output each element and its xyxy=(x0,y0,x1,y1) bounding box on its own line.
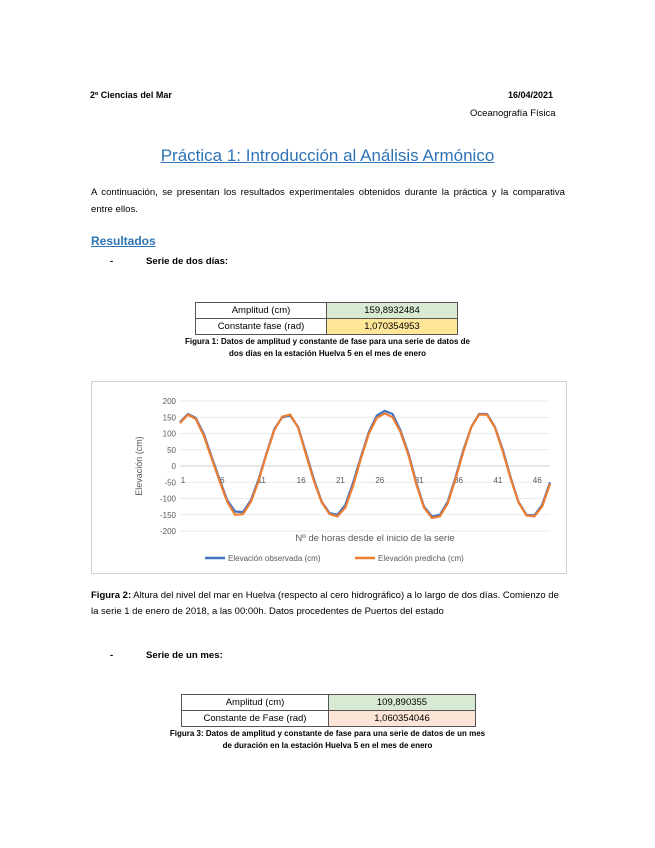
y-tick-label: -150 xyxy=(159,510,176,520)
y-tick-label: 0 xyxy=(171,462,176,471)
figure-3-caption xyxy=(165,728,490,752)
x-tick-label: 6 xyxy=(220,476,225,485)
x-tick-label: 26 xyxy=(375,476,385,485)
table-series-1 xyxy=(195,302,458,335)
caption-text: : Datos de amplitud y constante de fase para una serie de datos de dos días en la estación Huelva 5 en el mes de enero xyxy=(216,337,470,358)
caption-label: Figura 3 xyxy=(169,729,202,738)
y-tick-label: -100 xyxy=(159,494,176,504)
tide-line-chart xyxy=(92,382,566,573)
bullet-dash: - xyxy=(110,256,114,267)
y-tick-label: -200 xyxy=(159,527,176,536)
caption-label: Figura 1 xyxy=(185,337,217,346)
table-row xyxy=(196,319,458,335)
legend xyxy=(205,554,464,563)
caption-text: Altura del nivel del mar en Huelva (respecto al cero hidrográfico) a lo largo de dos días. Comienzo de la serie 1 de enero de 2018, a las 00:00h. Datos procedentes de Puertos del estado xyxy=(91,590,559,617)
table-cell-value: 159,8932484 xyxy=(327,303,458,319)
y-tick-label: 200 xyxy=(162,397,176,406)
caption-label: Figura 2: xyxy=(91,590,132,601)
bullet-series-2 xyxy=(110,650,223,661)
caption-text: : Datos de amplitud y constante de fase para una serie de datos de un mes de duración en la estación Huelva 5 en el mes de enero xyxy=(201,729,486,750)
table-cell-value: 1,070354953 xyxy=(327,319,458,335)
bullet-label: Serie de un mes: xyxy=(146,650,223,661)
chart-container xyxy=(91,381,567,574)
table-cell-label: Constante de Fase (rad) xyxy=(182,711,329,727)
header-subject: Oceanografía Física xyxy=(470,108,556,119)
section-heading: Resultados xyxy=(91,234,156,248)
figure-2-caption xyxy=(91,588,565,620)
x-tick-label: 41 xyxy=(493,476,503,485)
table-cell-label: Amplitud (cm) xyxy=(182,695,329,711)
table-cell-label: Amplitud (cm) xyxy=(196,303,327,319)
y-tick-label: 50 xyxy=(167,445,176,455)
legend-predicted: Elevación predicha (cm) xyxy=(378,554,464,563)
table-row xyxy=(196,303,458,319)
x-axis-label: Nº de horas desde el inicio de la serie xyxy=(295,533,455,544)
y-axis-label: Elevación (cm) xyxy=(134,436,144,496)
x-tick-label: 31 xyxy=(414,476,424,485)
y-tick-label: 150 xyxy=(162,413,176,423)
bullet-dash: - xyxy=(110,650,114,661)
table-cell-value: 1,060354046 xyxy=(329,711,476,727)
bullet-series-1 xyxy=(110,256,228,267)
y-tick-label: -50 xyxy=(164,478,176,488)
intro-paragraph: A continuación, se presentan los resultados experimentales obtenidos durante la práctica y la comparativa entre ellos. xyxy=(91,187,565,215)
x-tick-label: 21 xyxy=(335,476,345,485)
bullet-label: Serie de dos días: xyxy=(146,256,229,267)
x-tick-label: 36 xyxy=(454,476,463,485)
y-tick-label: 100 xyxy=(162,429,176,439)
header-date: 16/04/2021 xyxy=(508,90,554,100)
table-cell-value: 109,890355 xyxy=(329,695,476,711)
x-tick-label: 11 xyxy=(257,476,266,485)
x-tick-label: 16 xyxy=(296,476,306,485)
table-series-2 xyxy=(181,694,476,727)
table-cell-label: Constante fase (rad) xyxy=(196,319,327,335)
figure-1-caption xyxy=(180,336,475,360)
table-row xyxy=(182,711,476,727)
table-row xyxy=(182,695,476,711)
x-tick-label: 1 xyxy=(180,476,186,485)
page-title: Práctica 1: Introducción al Análisis Armónico xyxy=(160,146,495,165)
x-tick-label: 46 xyxy=(532,476,542,485)
legend-observed: Elevación observada (cm) xyxy=(228,554,321,563)
header-course: 2º Ciencias del Mar xyxy=(90,90,172,100)
